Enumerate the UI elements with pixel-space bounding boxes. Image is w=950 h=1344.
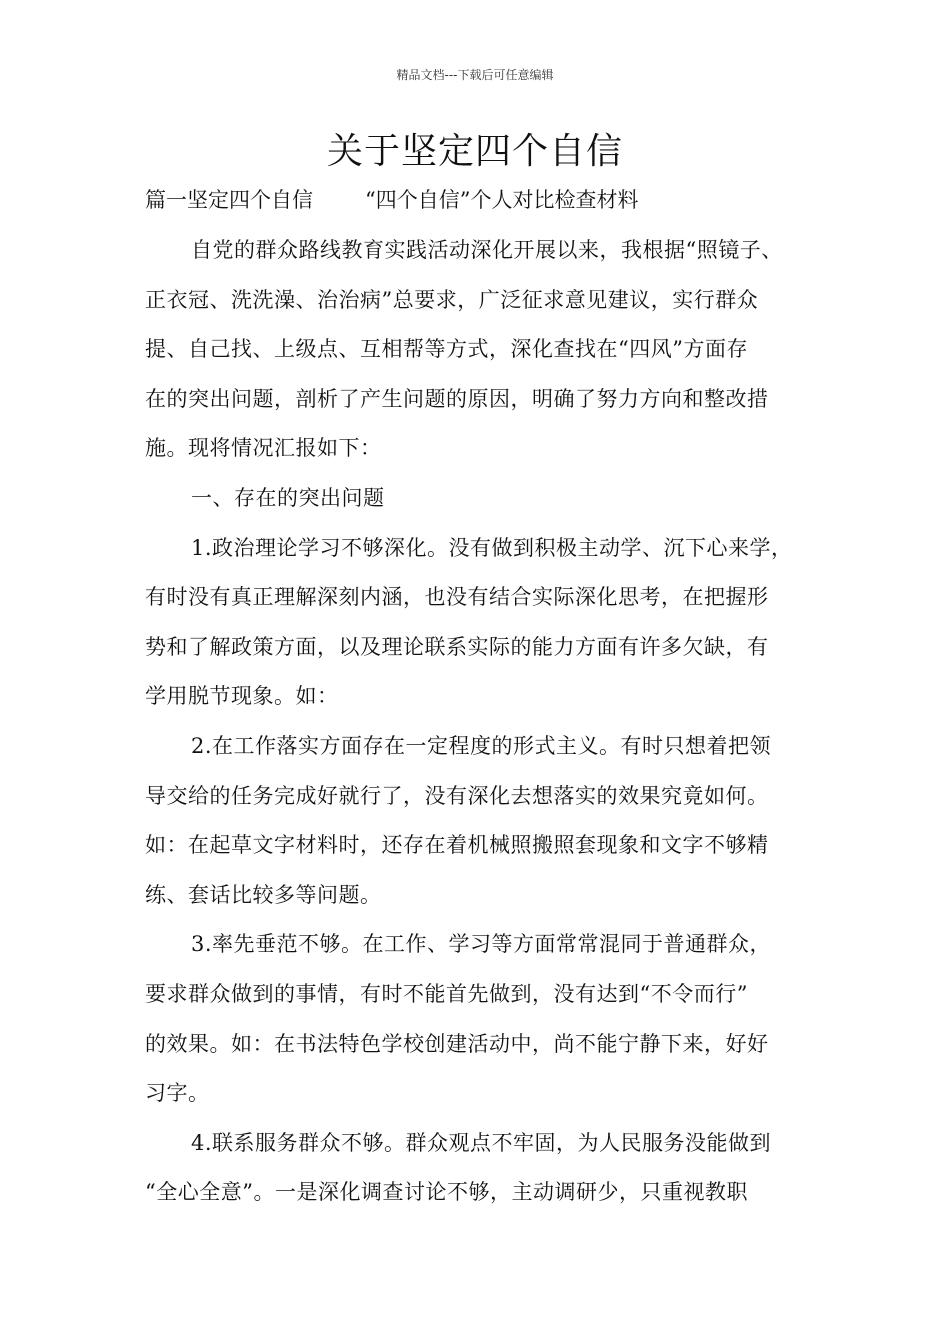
subtitle-part-2: “四个自信”个人对比检查材料: [365, 188, 639, 212]
section-heading: 一、存在的突出问题: [191, 485, 385, 510]
paragraph-line: 自党的群众路线教育实践活动深化开展以来，我根据“照镜子、: [191, 238, 783, 262]
paragraph-line: 练、套话比较多等问题。: [145, 882, 382, 907]
paragraph-line: 导交给的任务完成好就行了，没有深化去想落实的效果究竟如何。: [145, 783, 769, 808]
header-note: 精品文档---下载后可任意编辑: [396, 68, 554, 82]
paragraph-line: 学用脱节现象。如：: [145, 684, 339, 709]
paragraph-line: 正衣冠、洗洗澡、治治病”总要求，广泛征求意见建议，实行群众: [145, 287, 759, 312]
paragraph-line: 要求群众做到的事情，有时不能首先做到，没有达到“不令而行”: [145, 981, 748, 1006]
paragraph-line: 1.政治理论学习不够深化。没有做到积极主动学、沉下心来学，: [191, 535, 793, 560]
paragraph-line: 势和了解政策方面，以及理论联系实际的能力方面有许多欠缺，有: [145, 634, 769, 659]
paragraph-line: 如：在起草文字材料时，还存在着机械照搬照套现象和文字不够精: [145, 833, 769, 858]
paragraph-line: 3.率先垂范不够。在工作、学习等方面常常混同于普通群众，: [191, 932, 772, 957]
paragraph-line: 在的突出问题，剖析了产生问题的原因，明确了努力方向和整改措: [145, 386, 769, 411]
paragraph-line: 有时没有真正理解深刻内涵，也没有结合实际深化思考，在把握形: [145, 585, 769, 610]
paragraph-line: 施。现将情况汇报如下：: [145, 436, 382, 461]
paragraph-line: 的效果。如：在书法特色学校创建活动中，尚不能宁静下来，好好: [145, 1031, 769, 1056]
subtitle-part-1: 篇一坚定四个自信: [145, 188, 313, 212]
paragraph-line: 2.在工作落实方面存在一定程度的形式主义。有时只想着把领: [191, 733, 772, 758]
document-title: 关于坚定四个自信: [326, 131, 623, 172]
document-body: [145, 226, 825, 1218]
paragraph-line: 4.联系服务群众不够。群众观点不牢固，为人民服务没能做到: [191, 1130, 772, 1155]
paragraph-line: 提、自己找、上级点、互相帮等方式，深化查找在“四风”方面存: [145, 337, 748, 362]
subtitle-row: [145, 186, 638, 214]
paragraph-line: “全心全意”。一是深化调查讨论不够，主动调研少，只重视教职: [145, 1180, 748, 1205]
paragraph-line: 习字。: [145, 1081, 210, 1106]
